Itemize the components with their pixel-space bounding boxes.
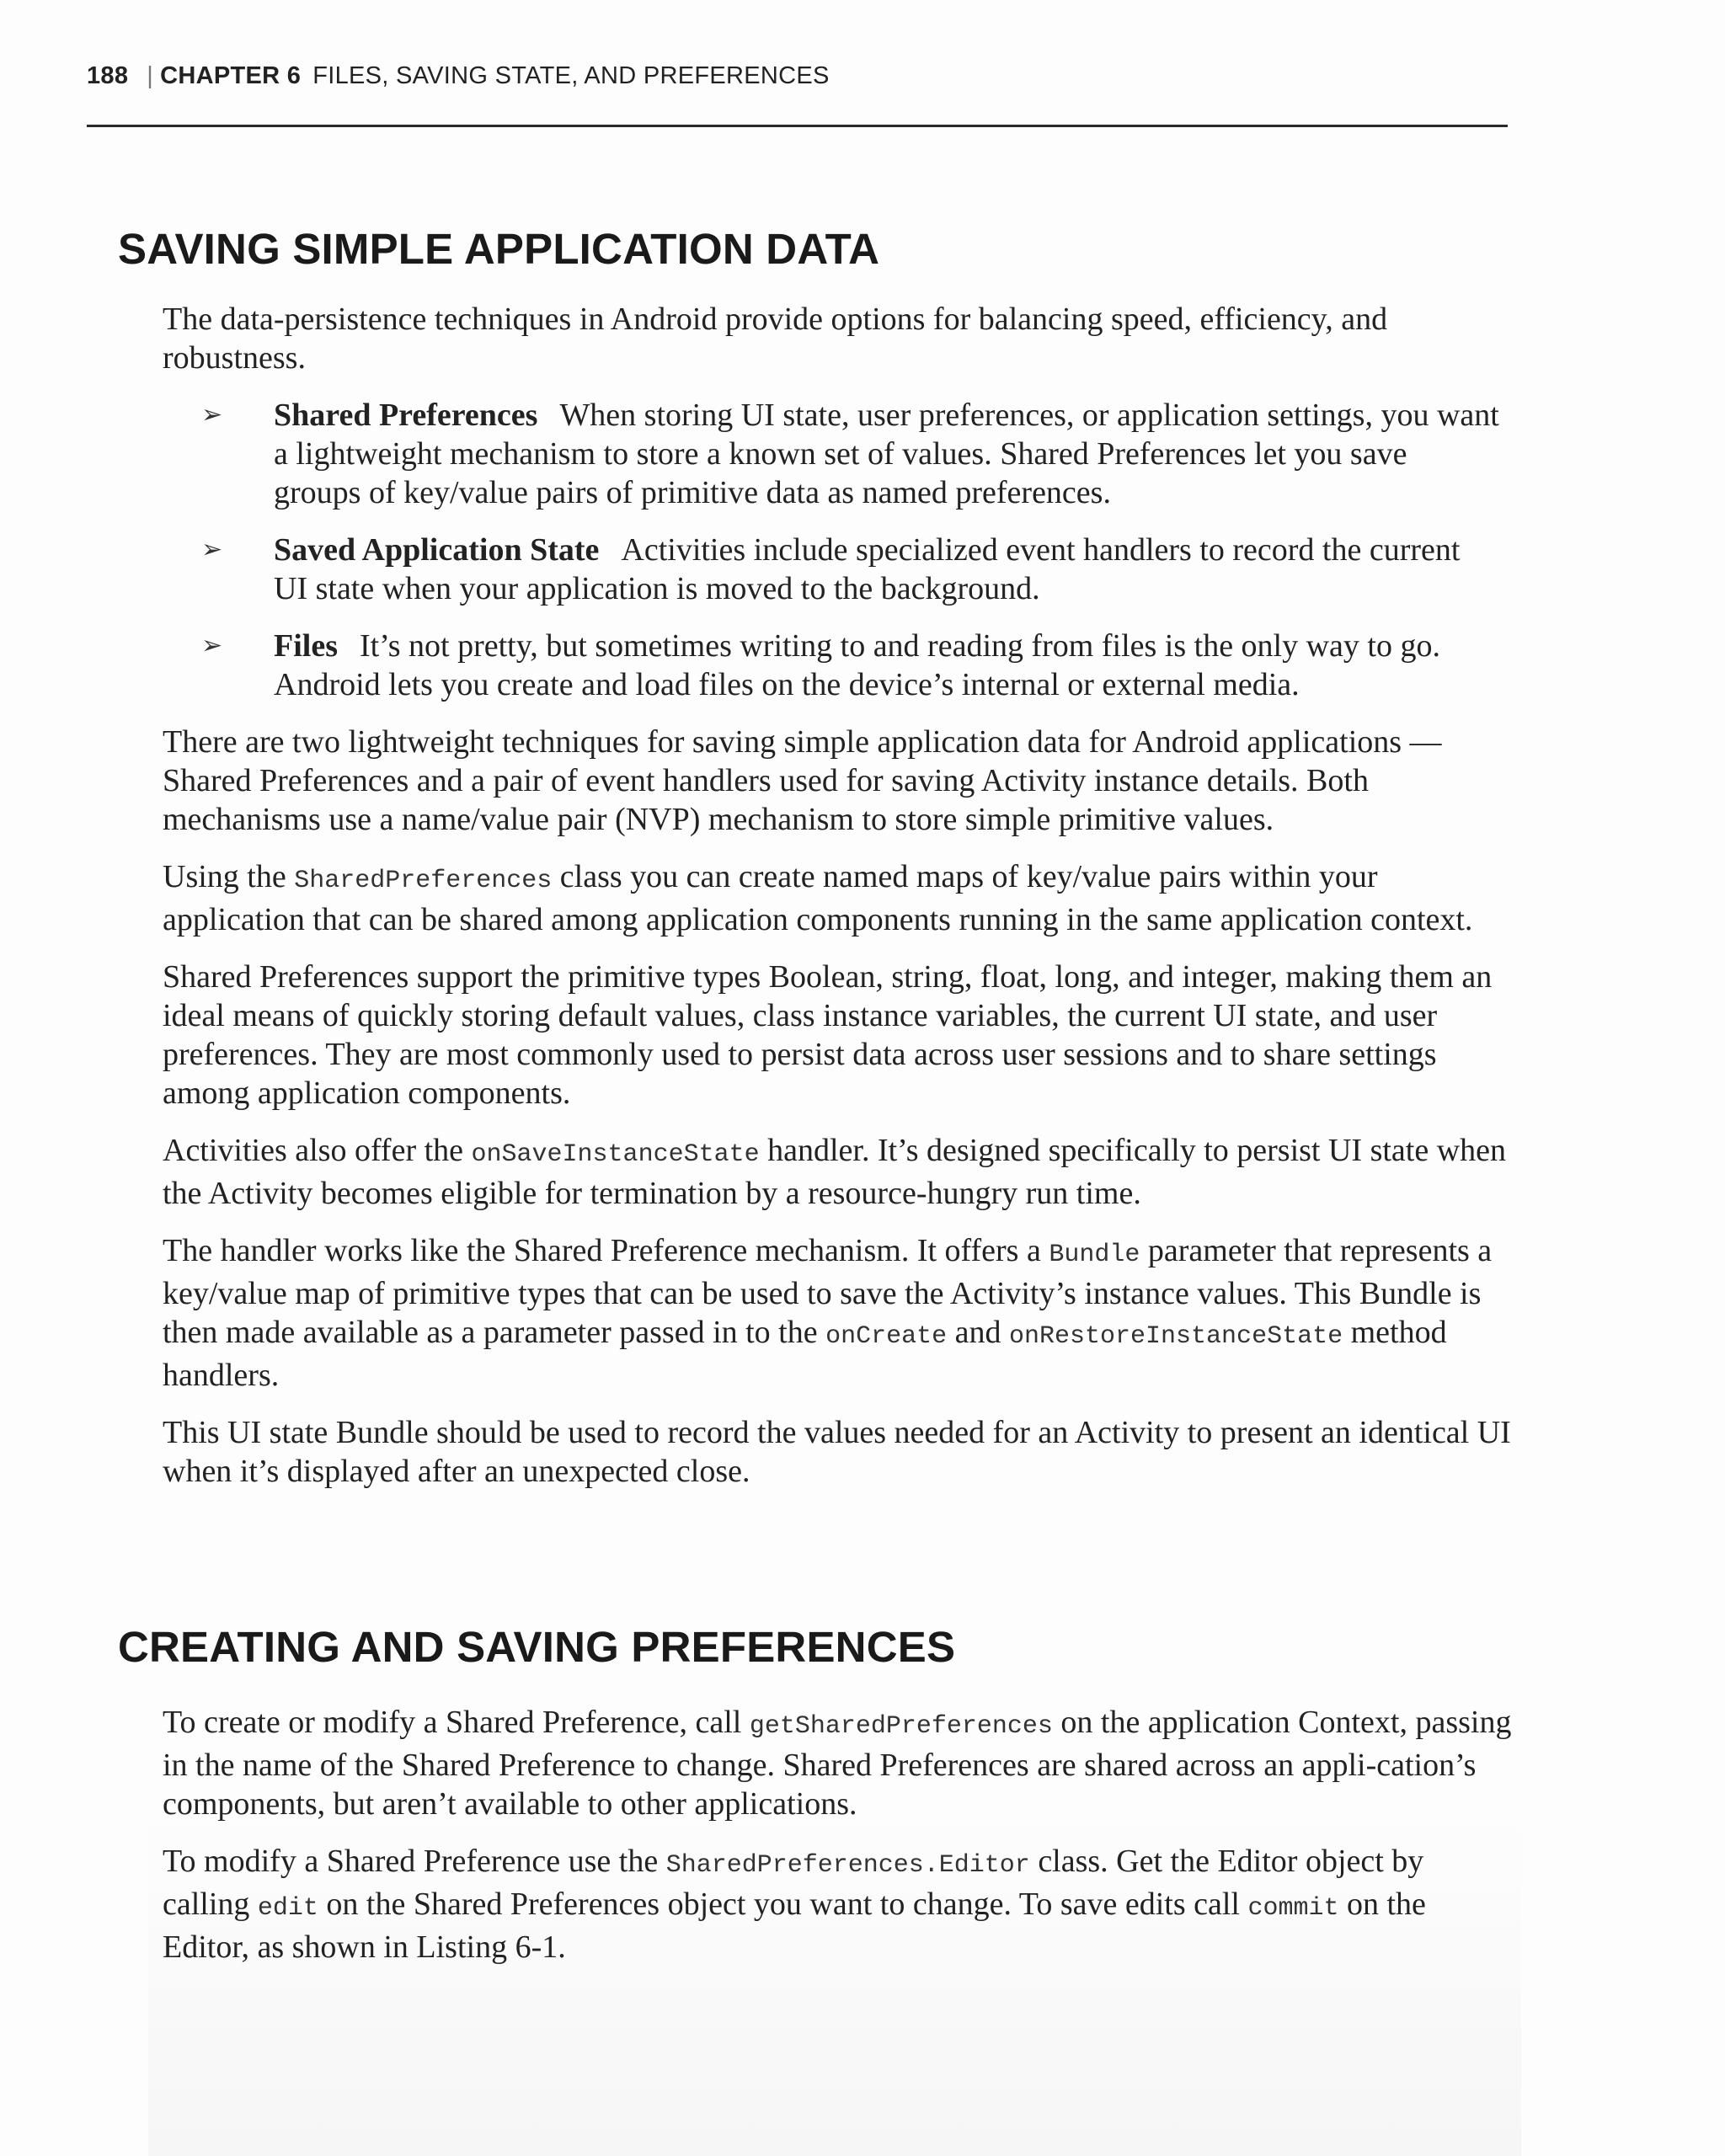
bullet-term: Files: [274, 628, 338, 664]
paragraph-intro: The data-persistence techniques in Android provide options for balancing speed, efficiency, and robustness.: [163, 302, 1388, 376]
inline-code: getSharedPreferences: [749, 1712, 1053, 1741]
inline-code: onSaveInstanceState: [471, 1140, 760, 1169]
bullet-text: Activities include specialized event handlers to record the current UI state when your application is moved to the background.: [274, 532, 1461, 606]
bullet-text: When storing UI state, user preferences, or application settings, you want a lightweight mechanism to store a known set of values. Shared Preferences let you save groups of key/value pairs of primitive data as named preferences.: [274, 398, 1499, 510]
section-heading-saving-simple-data: SAVING SIMPLE APPLICATION DATA: [118, 225, 880, 273]
paragraph-editor: [163, 1842, 1517, 1967]
text-run: handler. It’s designed specifically to persist UI state when the Activity becomes eligible for termination by a resource-hungry run time.: [163, 1133, 1507, 1211]
text-run: method handlers.: [163, 1315, 1447, 1393]
header-separator: |: [147, 62, 154, 89]
running-header: [87, 62, 830, 90]
bullet-item: [163, 531, 1517, 608]
section-body-saving-simple-data: [163, 300, 1517, 1509]
text-run: The handler works like the Shared Preference mechanism. It offers a: [163, 1233, 1049, 1268]
text-run: and: [947, 1315, 1010, 1350]
paragraph-two-techniques: There are two lightweight techniques for saving simple application data for Android applications — Shared Preferences and a pair of event handlers used for saving Activity instance details. Both mechanisms use a name/value pair (NVP) mechanism to store simple primitive values.: [163, 724, 1442, 837]
arrow-bullet-icon: ➢: [201, 400, 223, 430]
paragraph-bundle: [163, 1231, 1517, 1395]
inline-code: edit: [257, 1894, 318, 1923]
inline-code: commit: [1247, 1894, 1339, 1923]
paragraph-onsaveinstancestate: [163, 1131, 1517, 1213]
section-body-creating-preferences: [163, 1703, 1517, 1985]
header-rule: [87, 125, 1508, 127]
text-run: To create or modify a Shared Preference, call: [163, 1705, 750, 1740]
arrow-bullet-icon: ➢: [201, 631, 223, 660]
text-run: on the Shared Preferences object you want to change. To save edits call: [318, 1886, 1248, 1922]
chapter-title: FILES, SAVING STATE, AND PREFERENCES: [312, 62, 830, 89]
text-run: To modify a Shared Preference use the: [163, 1844, 666, 1879]
paragraph-ui-state-bundle: This UI state Bundle should be used to record the values needed for an Activity to present an identical UI when it’s displayed after an unexpected close.: [163, 1415, 1511, 1489]
bullet-term: Shared Preferences: [274, 398, 538, 433]
paragraph-primitive-types: Shared Preferences support the primitive types Boolean, string, float, long, and integer, making them an ideal means of quickly storing default values, class instance variables, the current UI state, and user preferences. They are most commonly used to persist data across user sessions and to share settings among application components.: [163, 959, 1493, 1111]
chapter-label: CHAPTER 6: [160, 62, 302, 89]
page-number: 188: [87, 62, 129, 89]
text-run: Activities also offer the: [163, 1133, 472, 1168]
text-run: parameter that represents a key/value map of primitive types that can be used to save the Activity’s instance values. This Bundle is then made available as a parameter passed in to the: [163, 1233, 1493, 1350]
paragraph-shared-preferences-class: [163, 857, 1517, 939]
inline-code: SharedPreferences.Editor: [665, 1851, 1030, 1880]
text-run: on the Editor, as shown in Listing 6-1.: [163, 1886, 1426, 1965]
inline-code: SharedPreferences: [294, 867, 553, 895]
bullet-list: [163, 396, 1517, 704]
arrow-bullet-icon: ➢: [201, 535, 223, 564]
bullet-item: [163, 627, 1517, 704]
text-run: class. Get the Editor object by calling: [163, 1844, 1424, 1922]
inline-code: onCreate: [825, 1322, 948, 1351]
paragraph-create-modify: [163, 1703, 1517, 1823]
bullet-term: Saved Application State: [274, 532, 600, 568]
inline-code: onRestoreInstanceState: [1009, 1322, 1343, 1351]
text-run: on the application Context, passing in the name of the Shared Preference to change. Shared Preferences are shared across an appli-cation’s components, but aren’t available to other applications.: [163, 1705, 1512, 1822]
bullet-text: It’s not pretty, but sometimes writing to and reading from files is the only way to go. Android lets you create and load files on the device’s internal or external media.: [274, 628, 1440, 702]
text-run: class you can create named maps of key/value pairs within your application that can be shared among application components running in the same application context.: [163, 859, 1473, 937]
text-run: Using the: [163, 859, 295, 894]
inline-code: Bundle: [1049, 1241, 1140, 1269]
bullet-item: [163, 396, 1517, 512]
section-heading-creating-preferences: CREATING AND SAVING PREFERENCES: [118, 1623, 956, 1671]
